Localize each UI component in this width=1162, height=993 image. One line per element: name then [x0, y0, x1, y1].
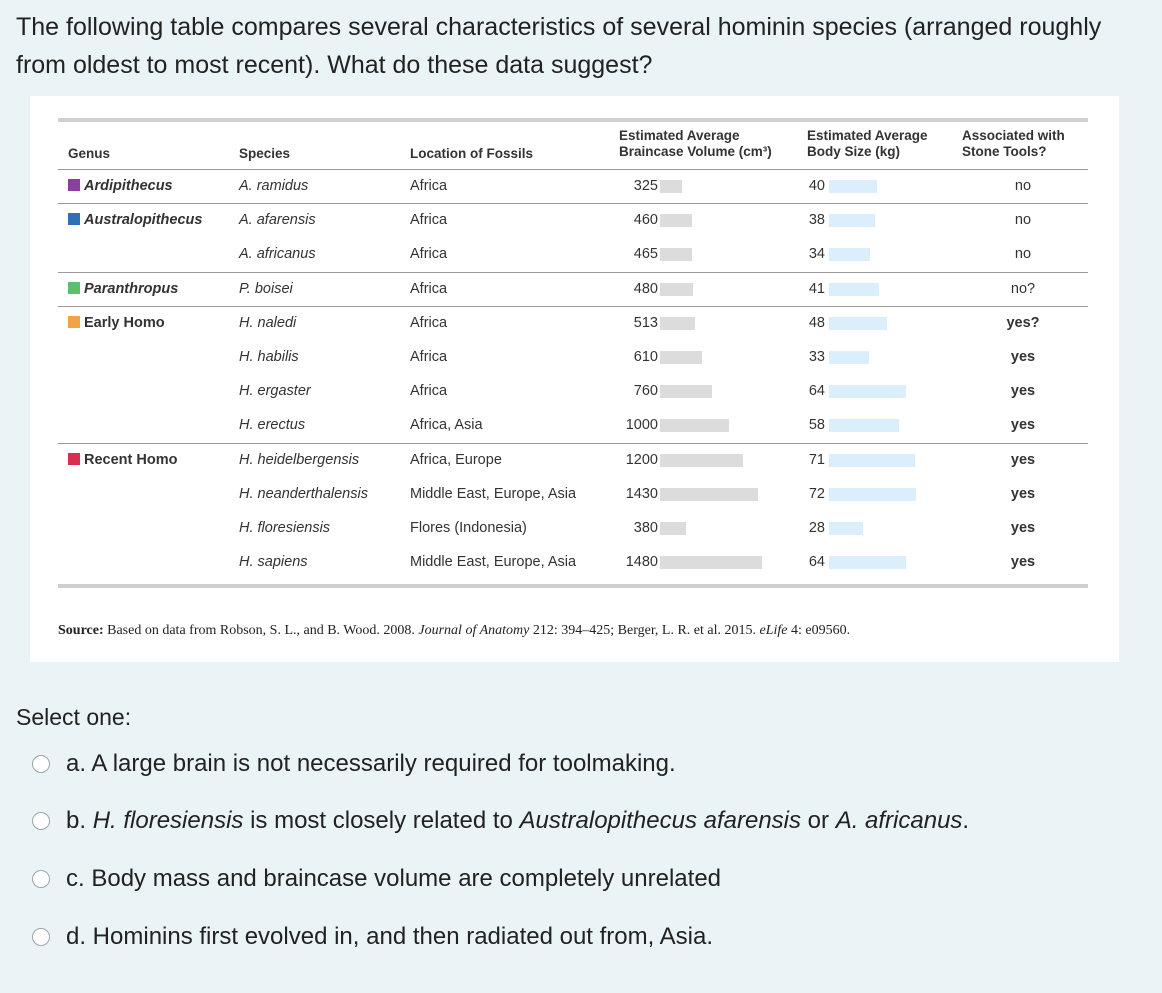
- braincase-value: 513: [633, 314, 658, 331]
- location-cell: Africa: [410, 212, 448, 229]
- option-text-part: is most closely related to: [243, 807, 520, 834]
- table-figure: [30, 96, 1119, 662]
- source-label: Source:: [58, 623, 104, 638]
- header-body-size: [807, 128, 928, 160]
- header-genus: Genus: [68, 146, 111, 161]
- option-text: [66, 807, 969, 835]
- braincase-bar: [660, 522, 686, 535]
- answer-option-d[interactable]: [32, 917, 713, 957]
- genus-cell: [68, 178, 173, 194]
- question-text: The following table compares several characteristics of several hominin species (arranged roughly from oldest to most recent). What do these data suggest?: [16, 13, 1102, 79]
- stone-tools-cell: yes: [1010, 485, 1036, 502]
- answer-option-c[interactable]: [32, 859, 721, 899]
- header-body-line2: Body Size (kg): [807, 144, 901, 159]
- option-text-part: c. Body mass and braincase volume are completely unrelated: [66, 865, 722, 892]
- braincase-bar: [660, 556, 762, 569]
- braincase-value: 465: [633, 246, 658, 263]
- braincase-bar: [660, 351, 702, 364]
- body-size-bar: [829, 283, 879, 296]
- braincase-bar: [660, 419, 729, 432]
- header-braincase-line2: Braincase Volume (cm³): [619, 144, 772, 159]
- option-text-part: a. A large brain is not necessarily required for toolmaking.: [66, 750, 676, 777]
- table-row: [58, 375, 1088, 409]
- genus-label: Paranthropus: [84, 280, 179, 297]
- genus-color-swatch: [68, 213, 80, 225]
- location-cell: Africa: [410, 280, 448, 297]
- species-cell: H. erectus: [239, 417, 306, 434]
- header-braincase: [619, 128, 772, 160]
- species-cell: P. boisei: [239, 280, 293, 297]
- table-row: [58, 170, 1088, 204]
- species-cell: A. africanus: [239, 246, 316, 263]
- body-size-bar: [829, 454, 915, 467]
- option-text: [66, 750, 676, 778]
- stone-tools-cell: yes: [1010, 383, 1036, 400]
- header-stone-tools: [962, 128, 1065, 160]
- stone-tools-cell: yes: [1010, 417, 1036, 434]
- braincase-bar: [660, 385, 712, 398]
- braincase-bar: [660, 454, 743, 467]
- option-text-part: b.: [66, 807, 93, 834]
- option-text-part: Australopithecus afarensis: [519, 807, 801, 834]
- location-cell: Flores (Indonesia): [410, 520, 527, 536]
- header-braincase-line1: Estimated Average: [619, 128, 740, 143]
- group-rule: [58, 443, 1088, 444]
- species-cell: A. ramidus: [239, 178, 309, 194]
- location-cell: Africa, Europe: [410, 451, 502, 468]
- table-row: [58, 238, 1088, 272]
- source-text-3: 4: e09560.: [787, 623, 851, 638]
- group-rule: [58, 272, 1088, 273]
- source-citation: [58, 623, 850, 639]
- braincase-bar: [660, 214, 692, 227]
- genus-cell: [68, 315, 165, 331]
- genus-cell: [68, 452, 177, 468]
- body-size-value: 41: [808, 280, 825, 297]
- table-bottom-rule: [58, 584, 1088, 588]
- stone-tools-cell: yes?: [1006, 314, 1040, 331]
- option-text-part: d. Hominins first evolved in, and then radiated out from, Asia.: [66, 923, 714, 950]
- stone-tools-cell: yes: [1010, 349, 1036, 365]
- table-row: [58, 409, 1088, 443]
- header-body-line1: Estimated Average: [807, 128, 928, 143]
- source-text-1: Based on data from Robson, S. L., and B. Wood. 2008.: [103, 623, 419, 638]
- braincase-bar: [660, 248, 692, 261]
- body-size-bar: [829, 317, 887, 330]
- braincase-value: 460: [633, 212, 658, 229]
- species-cell: H. ergaster: [239, 383, 311, 400]
- genus-cell: [68, 212, 202, 228]
- table-row: [58, 307, 1088, 341]
- option-text-part: or: [801, 807, 836, 834]
- body-size-value: 34: [808, 246, 825, 263]
- body-size-bar: [829, 556, 906, 569]
- location-cell: Africa: [410, 314, 448, 331]
- body-size-bar: [829, 522, 863, 535]
- location-cell: Africa: [410, 178, 448, 194]
- braincase-value: 1480: [625, 554, 658, 571]
- body-size-value: 72: [808, 485, 825, 502]
- body-size-value: 71: [808, 451, 825, 468]
- braincase-value: 480: [633, 280, 658, 297]
- body-size-bar: [829, 419, 899, 432]
- table-row: [58, 204, 1088, 238]
- option-text-part: H. floresiensis: [92, 807, 244, 834]
- body-size-bar: [829, 351, 869, 364]
- header-tools-line1: Associated with: [962, 128, 1065, 143]
- species-cell: H. habilis: [239, 349, 299, 365]
- genus-label: Recent Homo: [84, 451, 178, 468]
- species-cell: H. sapiens: [239, 554, 308, 571]
- group-rule: [58, 203, 1088, 204]
- source-text-2: 212: 394–425; Berger, L. R. et al. 2015.: [529, 623, 760, 638]
- location-cell: Africa: [410, 383, 448, 400]
- species-cell: H. neanderthalensis: [239, 485, 368, 502]
- species-cell: A. afarensis: [239, 212, 316, 229]
- genus-label: Australopithecus: [84, 212, 203, 229]
- braincase-value: 610: [633, 349, 658, 365]
- radio-button[interactable]: [32, 755, 50, 773]
- table-row: [58, 341, 1088, 375]
- stone-tools-cell: no: [1014, 212, 1032, 229]
- radio-button[interactable]: [32, 870, 50, 888]
- braincase-value: 1200: [625, 451, 658, 468]
- table-row: [58, 512, 1088, 546]
- stone-tools-cell: yes: [1010, 554, 1036, 571]
- option-text-part: .: [962, 807, 970, 834]
- answer-option-a[interactable]: [32, 744, 676, 784]
- genus-color-swatch: [68, 179, 80, 191]
- species-cell: H. heidelbergensis: [239, 451, 360, 468]
- stone-tools-cell: no: [1014, 178, 1032, 194]
- group-rule: [58, 306, 1088, 307]
- braincase-bar: [660, 283, 693, 296]
- body-size-value: 28: [808, 520, 825, 536]
- header-tools-line2: Stone Tools?: [962, 144, 1047, 159]
- species-cell: H. naledi: [239, 314, 297, 331]
- braincase-value: 380: [633, 520, 658, 536]
- option-text: [66, 865, 721, 893]
- braincase-value: 760: [633, 383, 658, 400]
- species-cell: H. floresiensis: [239, 520, 331, 536]
- option-text: [66, 923, 713, 951]
- option-text-part: A. africanus: [835, 807, 963, 834]
- location-cell: Africa, Asia: [410, 417, 483, 434]
- genus-color-swatch: [68, 282, 80, 294]
- body-size-value: 64: [808, 383, 825, 400]
- header-location: Location of Fossils: [410, 146, 534, 161]
- genus-label: Early Homo: [84, 314, 165, 331]
- location-cell: Africa: [410, 349, 448, 365]
- header-species: Species: [239, 146, 291, 161]
- body-size-bar: [829, 214, 875, 227]
- table-row: [58, 444, 1088, 478]
- stone-tools-cell: no: [1014, 246, 1032, 263]
- body-size-value: 58: [808, 417, 825, 434]
- braincase-bar: [660, 488, 758, 501]
- braincase-value: 1430: [625, 485, 658, 502]
- radio-button[interactable]: [32, 812, 50, 830]
- stone-tools-cell: no?: [1010, 280, 1036, 297]
- answer-option-b[interactable]: [32, 801, 969, 841]
- body-size-value: 33: [808, 349, 825, 365]
- table-row: [58, 273, 1088, 307]
- body-size-bar: [829, 180, 877, 193]
- body-size-value: 38: [808, 212, 825, 229]
- genus-label: Ardipithecus: [84, 178, 173, 194]
- location-cell: Africa: [410, 246, 448, 263]
- stone-tools-cell: yes: [1010, 451, 1036, 468]
- body-size-bar: [829, 248, 870, 261]
- genus-color-swatch: [68, 316, 80, 328]
- genus-color-swatch: [68, 453, 80, 465]
- braincase-bar: [660, 180, 682, 193]
- braincase-bar: [660, 317, 695, 330]
- radio-button[interactable]: [32, 928, 50, 946]
- table-row: [58, 478, 1088, 512]
- body-size-bar: [829, 488, 916, 501]
- braincase-value: 325: [633, 178, 658, 194]
- body-size-value: 40: [808, 178, 825, 194]
- genus-cell: [68, 281, 178, 297]
- location-cell: Middle East, Europe, Asia: [410, 554, 577, 571]
- select-one-label: Select one:: [16, 704, 132, 730]
- source-journal-1: Journal of Anatomy: [418, 623, 530, 638]
- source-journal-2: eLife: [759, 623, 788, 638]
- stone-tools-cell: yes: [1010, 520, 1036, 536]
- braincase-value: 1000: [625, 417, 658, 434]
- location-cell: Middle East, Europe, Asia: [410, 485, 577, 502]
- body-size-bar: [829, 385, 906, 398]
- body-size-value: 48: [808, 314, 825, 331]
- table-row: [58, 546, 1088, 580]
- table-top-rule: [58, 118, 1088, 122]
- body-size-value: 64: [808, 554, 825, 571]
